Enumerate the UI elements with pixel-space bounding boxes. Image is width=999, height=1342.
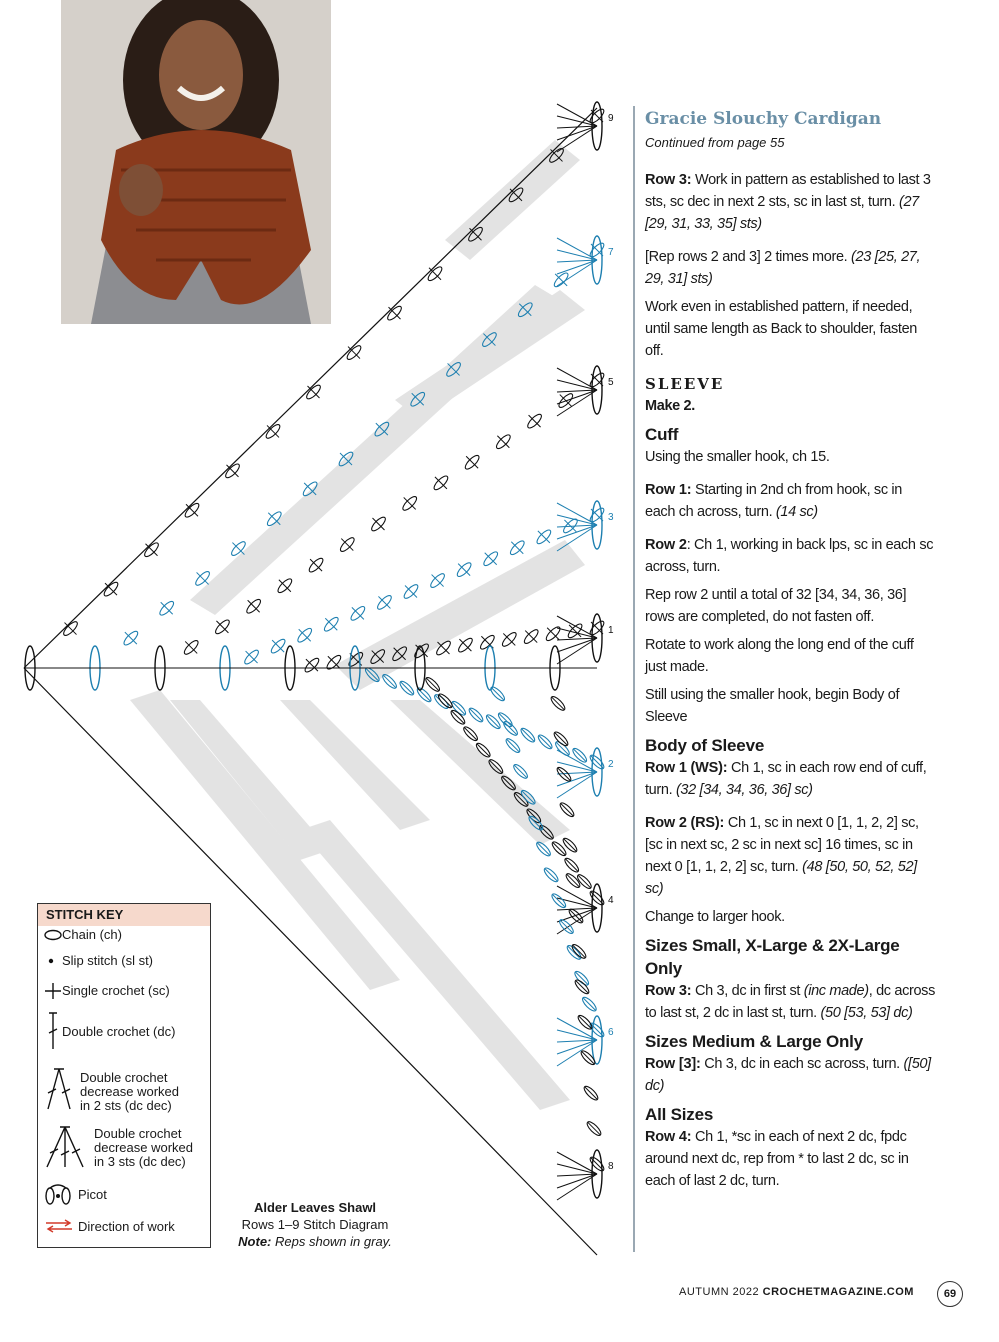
repeat-instruction: [Rep rows 2 and 3] 2 times more. (23 [25, 27, 29, 31] sts): [645, 249, 921, 287]
dc-fan: [557, 1152, 597, 1174]
caption-title: Alder Leaves Shawl: [253, 1200, 377, 1215]
row-label: 6: [608, 1027, 614, 1038]
picot-icon: [44, 1184, 74, 1208]
direction-arrows-icon: [44, 1219, 74, 1233]
footer-site: CROCHETMAGAZINE.COM: [762, 1286, 914, 1298]
dc-fan: [557, 762, 597, 772]
rep-band: [300, 820, 570, 1110]
stitch-key: STITCH KEY Chain (ch) Slip stitch (sl st) Single crochet (sc) Double crochet (dc) Double crochet decrease worked in 2 sts (dc dec) Double crochet decrease worked in 3 sts (dc dec) Picot Direction of work: [37, 903, 211, 1248]
rep-band: [280, 700, 430, 830]
body-row2: Row 2 (RS): Ch 1, sc in next 0 [1, 1, 2, 2] sc, [sc in next sc, 2 sc in next sc] 16 times, sc in next 0 [1, 1, 2, 2] sc, turn. (48 [50, 50, 52, 52] sc): [645, 815, 919, 897]
double-crochet-icon: [44, 1011, 64, 1051]
all-sizes-heading: All Sizes: [645, 1105, 714, 1124]
row-label: 1: [608, 625, 614, 636]
slip-stitch-icon: [44, 954, 64, 968]
caption-note: Note: Reps shown in gray.: [238, 1234, 392, 1249]
medium-row3: Row [3]: Ch 3, dc in each sc across, turn. ([50] dc): [645, 1056, 931, 1094]
row-label: 8: [608, 1161, 614, 1172]
dc-fan: [557, 1030, 597, 1040]
body-row1: Row 1 (WS): Ch 1, sc in each row end of cuff, turn. (32 [34, 34, 36, 36] sc): [645, 760, 927, 798]
make-two: Make 2.: [645, 398, 695, 414]
dc-fan: [557, 260, 597, 286]
change-hook: Change to larger hook.: [645, 909, 785, 925]
sizes-medium-heading: Sizes Medium & Large Only: [645, 1032, 863, 1051]
small-row3: Row 3: Ch 3, dc in first st (inc made), dc across to last st, 2 dc in last st, turn. (50 [53, 53] dc): [645, 983, 935, 1021]
work-even-instruction: Work even in established pattern, if needed, until same length as Back to shoulder, fasten off.: [645, 299, 918, 359]
page-number: 69: [937, 1281, 963, 1307]
rep-band: [190, 285, 560, 615]
cuff-repeat: Rep row 2 until a total of 32 [34, 34, 36, 36] rows are completed, do not fasten off.: [645, 587, 907, 625]
dc-fan: [557, 638, 597, 664]
row-label: 3: [608, 512, 614, 523]
cuff-intro: Using the smaller hook, ch 15.: [645, 449, 830, 465]
continued-note: Continued from page 55: [645, 135, 785, 150]
cuff-still: Still using the smaller hook, begin Body of Sleeve: [645, 687, 900, 725]
caption-subtitle: Rows 1–9 Stitch Diagram: [241, 1217, 389, 1232]
row-label: 5: [608, 377, 614, 388]
row4-instruction: Row 4: Ch 1, *sc in each of next 2 dc, fpdc around next dc, rep from * to last 2 dc, sc in each of last 2 dc, turn.: [645, 1129, 909, 1189]
row3-instruction: Row 3: Work in pattern as established to last 3 sts, sc dec in next 2 sts, sc in last st, turn. (27 [29, 31, 33, 35] sts): [645, 172, 931, 232]
cuff-heading: Cuff: [645, 425, 679, 444]
dc-dec-3-icon: [44, 1125, 88, 1169]
dc-fan: [557, 368, 597, 390]
cuff-rotate: Rotate to work along the long end of the cuff just made.: [645, 637, 914, 675]
sleeve-heading: SLEEVE: [645, 375, 725, 393]
row-label: 9: [608, 113, 614, 124]
footer-issue: AUTUMN 2022: [679, 1286, 763, 1298]
cuff-row1: Row 1: Starting in 2nd ch from hook, sc in each ch across, turn. (14 sc): [645, 482, 902, 520]
diagram-caption: [220, 1199, 410, 1250]
single-crochet-icon: [44, 983, 64, 999]
page-footer: [679, 1286, 914, 1298]
sizes-small-heading: Sizes Small, X-Large & 2X-Large Only: [645, 936, 900, 978]
dc-fan: [557, 126, 597, 152]
dc-fan: [557, 238, 597, 260]
dc-dec-2-icon: [44, 1067, 76, 1111]
body-of-sleeve-heading: Body of Sleeve: [645, 736, 765, 755]
cuff-row2: Row 2: Ch 1, working in back lps, sc in each sc across, turn.: [645, 537, 934, 575]
dc-fan: [557, 1040, 597, 1066]
row-label: 2: [608, 759, 614, 770]
pattern-text-column: [645, 108, 935, 1198]
dc-fan: [557, 525, 597, 551]
dc-fan: [557, 1164, 597, 1174]
dc-fan: [557, 772, 597, 798]
stitch-key-title: STITCH KEY: [38, 904, 210, 926]
dc-fan: [557, 1174, 597, 1200]
dc-fan: [557, 104, 597, 126]
row-label: 7: [608, 247, 614, 258]
column-divider: [633, 106, 635, 1252]
pattern-title: Gracie Slouchy Cardigan: [645, 109, 882, 129]
dc-fan: [557, 390, 597, 416]
chain-icon: [44, 928, 64, 942]
row-label: 4: [608, 895, 614, 906]
dc-fan: [557, 616, 597, 638]
